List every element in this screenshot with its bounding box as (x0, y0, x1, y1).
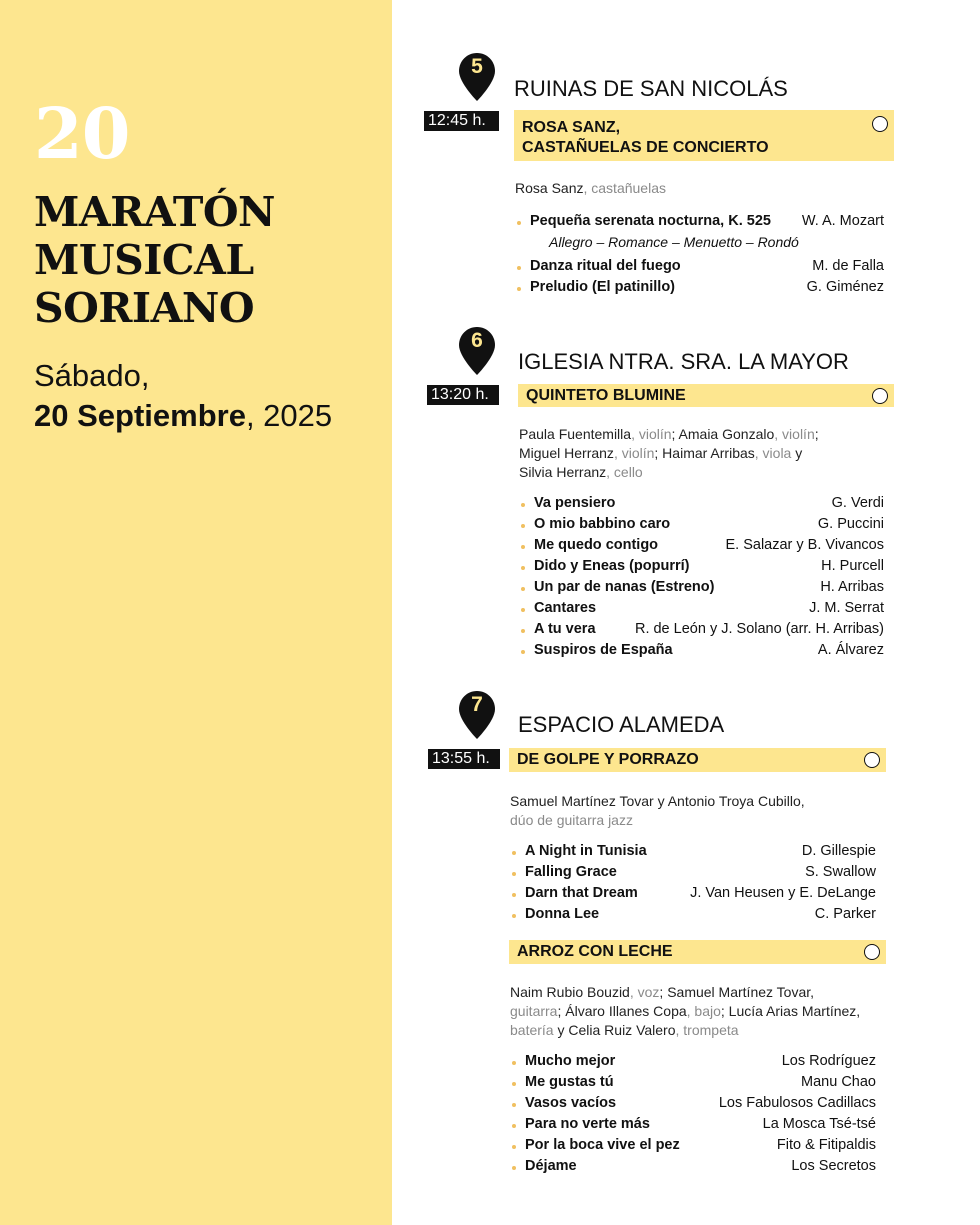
program-list (512, 841, 876, 925)
circle-checkbox-icon[interactable] (864, 944, 880, 960)
bullet-dot-icon (521, 608, 525, 612)
composer-name: H. Arribas (820, 579, 884, 595)
program-item (512, 1156, 876, 1177)
composer-name: R. de León y J. Solano (arr. H. Arribas) (634, 621, 884, 637)
time-badge: 12:45 h. (424, 111, 499, 131)
performer-instrument: guitarra (510, 1003, 558, 1019)
performer-name: y Celia Ruiz Valero (553, 1022, 676, 1038)
bullet-dot-icon (512, 872, 516, 876)
performer-name: ; Lucía Arias Martínez, (720, 1003, 861, 1019)
program-item (521, 619, 884, 640)
performers-text (510, 983, 860, 1040)
performers-text (510, 792, 805, 830)
piece-title: Pequeña serenata nocturna, K. 525 (530, 213, 771, 229)
performers-line (510, 792, 805, 811)
bullet-dot-icon (521, 503, 525, 507)
piece-title: Danza ritual del fuego (530, 258, 681, 274)
program-item (521, 577, 884, 598)
program-item (512, 1093, 876, 1114)
circle-checkbox-icon[interactable] (872, 388, 888, 404)
time-badge: 13:55 h. (428, 749, 500, 769)
program-list (517, 211, 884, 298)
program-item (517, 277, 884, 298)
performers-text (515, 179, 666, 198)
stop-number: 7 (471, 693, 483, 716)
program-item (512, 862, 876, 883)
piece-title: A Night in Tunisia (525, 843, 647, 859)
piece-title: Vasos vacíos (525, 1095, 617, 1111)
bullet-dot-icon (512, 1061, 516, 1065)
piece-title: Falling Grace (525, 864, 617, 880)
date-year: , 2025 (245, 398, 333, 433)
performer-name: ; Samuel Martínez Tovar, (659, 984, 815, 1000)
piece-title: Suspiros de España (534, 642, 673, 658)
composer-name: H. Purcell (821, 558, 884, 574)
program-item (512, 883, 876, 904)
bullet-dot-icon (521, 524, 525, 528)
performer-name: y (791, 445, 803, 461)
bullet-dot-icon (521, 587, 525, 591)
performers-line (519, 425, 819, 444)
piece-title: Darn that Dream (525, 885, 638, 901)
stop-number: 6 (471, 329, 483, 352)
composer-name: Los Rodríguez (781, 1053, 876, 1069)
performer-instrument: , violín (774, 426, 815, 442)
piece-title: Mucho mejor (525, 1053, 616, 1069)
performer-instrument: , voz (629, 984, 660, 1000)
festival-title-line: MUSICAL (34, 236, 254, 284)
ensemble-band (518, 384, 894, 407)
venue-title: RUINAS DE SAN NICOLÁS (514, 76, 788, 101)
program-list (512, 1051, 876, 1177)
composer-name: Los Fabulosos Cadillacs (718, 1095, 876, 1111)
piece-title: Preludio (El patinillo) (530, 279, 675, 295)
performers-line (519, 463, 819, 482)
composer-name: G. Giménez (806, 279, 884, 295)
piece-movements: Allegro – Romance – Menuetto – Rondó (549, 234, 799, 250)
program-item (512, 1114, 876, 1135)
composer-name: A. Álvarez (817, 642, 884, 658)
festival-title-line: SORIANO (34, 284, 255, 332)
left-panel (0, 0, 392, 1225)
edition-number: 20 (34, 92, 130, 175)
ensemble-name: ARROZ CON LECHE (517, 943, 673, 960)
bullet-dot-icon (512, 1082, 516, 1086)
performers-line (519, 444, 819, 463)
venue-title: ESPACIO ALAMEDA (518, 712, 725, 737)
bullet-dot-icon (512, 1103, 516, 1107)
ensemble-name: DE GOLPE Y PORRAZO (517, 751, 699, 768)
performer-name: Samuel Martínez Tovar y Antonio Troya Cubillo, (510, 793, 805, 809)
composer-name: D. Gillespie (801, 843, 876, 859)
bullet-dot-icon (521, 566, 525, 570)
performer-name: Rosa Sanz (515, 180, 584, 196)
program-item (521, 535, 884, 556)
bullet-dot-icon (521, 650, 525, 654)
program-item (512, 904, 876, 925)
performer-instrument: , castañuelas (583, 180, 666, 196)
piece-title: Dido y Eneas (popurrí) (534, 558, 690, 574)
performer-instrument: , bajo (686, 1003, 721, 1019)
program-item (512, 1072, 876, 1093)
piece-title: Para no verte más (525, 1116, 650, 1132)
performers-line (510, 1021, 860, 1040)
festival-date (34, 356, 332, 436)
program-item (512, 1051, 876, 1072)
bullet-dot-icon (512, 893, 516, 897)
program-item (517, 256, 884, 277)
piece-title: Por la boca vive el pez (525, 1137, 680, 1153)
performer-instrument: dúo de guitarra jazz (510, 812, 633, 828)
map-pin-icon (458, 690, 496, 740)
venue-title: IGLESIA NTRA. SRA. LA MAYOR (518, 349, 849, 374)
ensemble-band (514, 110, 894, 161)
performer-name: Naim Rubio Bouzid (510, 984, 630, 1000)
performer-name: ; Amaia Gonzalo (671, 426, 775, 442)
bullet-dot-icon (517, 287, 521, 291)
program-item (521, 640, 884, 661)
bullet-dot-icon (517, 266, 521, 270)
piece-title: A tu vera (534, 621, 596, 637)
bullet-dot-icon (512, 1124, 516, 1128)
bullet-dot-icon (521, 545, 525, 549)
piece-title: Va pensiero (534, 495, 616, 511)
performer-instrument: , trompeta (675, 1022, 739, 1038)
composer-name: E. Salazar y B. Vivancos (725, 537, 884, 553)
program-item (517, 211, 884, 232)
ensemble-name: ROSA SANZ, (522, 118, 621, 136)
performers-line (510, 1002, 860, 1021)
performers-text (519, 425, 819, 482)
composer-name: W. A. Mozart (801, 213, 884, 229)
ensemble-name: QUINTETO BLUMINE (526, 386, 686, 404)
composer-name: Manu Chao (801, 1074, 876, 1090)
stop-number: 5 (471, 55, 483, 78)
program-item (521, 493, 884, 514)
performer-instrument: , violín (613, 445, 655, 461)
performers-line (510, 811, 805, 830)
program-item (521, 514, 884, 535)
program-list (521, 493, 884, 661)
performer-name: Miguel Herranz (519, 445, 614, 461)
piece-title: Me gustas tú (525, 1074, 614, 1090)
festival-title-line: MARATÓN (34, 188, 276, 236)
performer-instrument: batería (510, 1022, 554, 1038)
festival-title (34, 188, 275, 332)
circle-checkbox-icon[interactable] (872, 116, 888, 132)
bullet-dot-icon (521, 629, 525, 633)
ensemble-name: CASTAÑUELAS DE CONCIERTO (522, 138, 769, 156)
program-item (512, 1135, 876, 1156)
performer-name: ; Haimar Arribas (654, 445, 755, 461)
piece-title: Déjame (525, 1158, 577, 1174)
composer-name: C. Parker (814, 906, 876, 922)
bullet-dot-icon (512, 1166, 516, 1170)
ensemble-band (509, 748, 886, 772)
composer-name: J. M. Serrat (809, 600, 884, 616)
performer-name: Paula Fuentemilla (519, 426, 632, 442)
date-main: 20 Septiembre (34, 398, 246, 433)
performers-line (510, 983, 860, 1002)
ensemble-band (509, 940, 886, 964)
performer-instrument: , cello (606, 464, 643, 480)
date-day: Sábado, (34, 358, 150, 393)
composer-name: G. Verdi (831, 495, 884, 511)
composer-name: M. de Falla (812, 258, 884, 274)
bullet-dot-icon (512, 1145, 516, 1149)
performer-instrument: , viola (754, 445, 792, 461)
composer-name: J. Van Heusen y E. DeLange (690, 885, 876, 901)
bullet-dot-icon (517, 221, 521, 225)
map-pin-icon (458, 326, 496, 376)
map-pin-icon (458, 52, 496, 102)
bullet-dot-icon (512, 914, 516, 918)
performer-name: ; (814, 426, 819, 442)
time-badge: 13:20 h. (427, 385, 499, 405)
composer-name: Los Secretos (791, 1158, 876, 1174)
piece-title: Cantares (534, 600, 597, 616)
bullet-dot-icon (512, 851, 516, 855)
composer-name: G. Puccini (817, 516, 884, 532)
piece-title: Donna Lee (525, 906, 600, 922)
program-item (521, 556, 884, 577)
performer-name: ; Álvaro Illanes Copa (557, 1003, 687, 1019)
program-item (512, 841, 876, 862)
performer-name: Silvia Herranz (519, 464, 607, 480)
circle-checkbox-icon[interactable] (864, 752, 880, 768)
date-full (34, 396, 332, 436)
composer-name: Fito & Fitipaldis (776, 1137, 876, 1153)
piece-title: Un par de nanas (Estreno) (534, 579, 715, 595)
program-item (521, 598, 884, 619)
composer-name: S. Swallow (805, 864, 876, 880)
performer-instrument: , violín (631, 426, 672, 442)
piece-title: O mio babbino caro (534, 516, 671, 532)
performers-line (515, 179, 666, 198)
piece-title: Me quedo contigo (534, 537, 659, 553)
composer-name: La Mosca Tsé-tsé (762, 1116, 876, 1132)
